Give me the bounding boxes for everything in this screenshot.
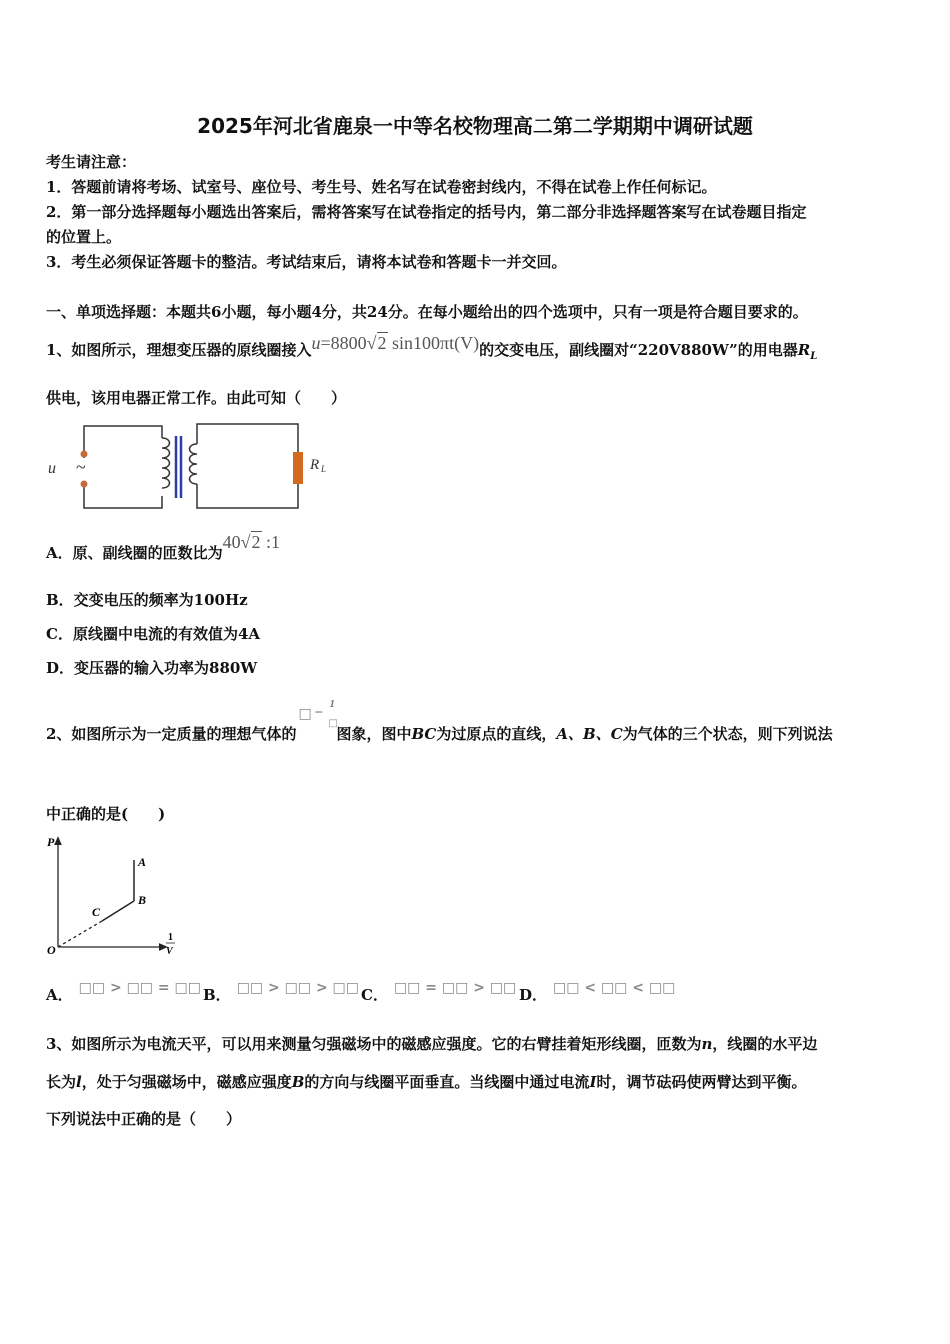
q2-line-oc bbox=[58, 921, 102, 947]
q1-rating: “220V880W” bbox=[629, 341, 738, 359]
q1-option-b[interactable]: B．交变电压的频率为100Hz bbox=[46, 591, 248, 609]
q1-prefix: 1、如图所示，理想变压器的原线圈接入 bbox=[46, 341, 312, 359]
q2-option-d[interactable]: D． □□ < □□ < □□ bbox=[519, 980, 676, 1004]
notice-item-2-cont: 的位置上。 bbox=[46, 228, 122, 246]
q2-stem-line2: 中正确的是( ) bbox=[46, 805, 166, 823]
section-heading: 一、单项选择题：本题共6小题，每小题4分，共24分。在每小题给出的四个选项中，只有一项是符合题目要求的。 bbox=[46, 303, 808, 321]
q2-point-a: A bbox=[138, 855, 147, 869]
q1-fig-load-sub: L bbox=[321, 464, 327, 474]
q1-terminal-bottom bbox=[81, 481, 88, 488]
q1-load: R bbox=[797, 341, 811, 359]
notice-item-2: 2．第一部分选择题每小题选出答案后，需将答案写在试卷指定的括号内，第二部分非选择题答案写在试卷题目指定 bbox=[46, 203, 807, 221]
q1-secondary-coil bbox=[190, 444, 198, 484]
q2-fraction: □ − 1 □ bbox=[298, 698, 338, 729]
q2-option-a[interactable]: A． □□ > □□ = □□ bbox=[46, 980, 201, 1004]
q1-load-resistor bbox=[293, 452, 303, 484]
q3-stem-line2: 长为l，处于匀强磁场中，磁感应强度B的方向与线圈平面垂直。当线圈中通过电流I时，调节砝码使两臂达到平衡。 bbox=[46, 1073, 807, 1091]
q1-fig-ac-symbol: ~ bbox=[76, 457, 86, 477]
q1-transformer-figure bbox=[44, 418, 344, 514]
q2-option-c[interactable]: C． □□ = □□ > □□ bbox=[361, 980, 517, 1004]
q1-fig-source-label: u bbox=[48, 460, 56, 477]
q2-x-num: 1 bbox=[168, 932, 173, 943]
q2-point-c: C bbox=[92, 905, 101, 919]
q3-stem-line1: 3、如图所示为电流天平，可以用来测量匀强磁场中的磁感应强度。它的右臂挂着矩形线圈，匝数为n，线圈的水平边 bbox=[46, 1035, 818, 1053]
q1-option-c[interactable]: C．原线圈中电流的有效值为4A bbox=[46, 625, 261, 643]
q2-pv-graph bbox=[44, 832, 184, 962]
q1-suffix: 的用电器 bbox=[737, 341, 798, 359]
q2-line-cb bbox=[102, 901, 134, 921]
q1-option-d[interactable]: D．变压器的输入功率为880W bbox=[46, 659, 258, 677]
q1-option-a[interactable]: A．原、副线圈的匝数比为40√2 :1 bbox=[46, 532, 281, 562]
q1-stem-line1: 1、如图所示，理想变压器的原线圈接入u=8800√2 sin100πt(V)的交变电压，副线圈对“220V880W”的用电器$R_L$ bbox=[46, 333, 818, 362]
q2-y-label: P bbox=[47, 835, 55, 849]
q1-fig-load-label: R bbox=[310, 457, 320, 473]
q2-origin: O bbox=[47, 943, 56, 957]
page-title: 2025年河北省鹿泉一中等名校物理高二第二学期期中调研试题 bbox=[197, 114, 753, 138]
q2-option-b[interactable]: B． □□ > □□ > □□ bbox=[203, 980, 360, 1004]
q1-terminal-top bbox=[81, 451, 88, 458]
notice-item-1: 1．答题前请将考场、试室号、座位号、考生号、姓名写在试卷密封线内，不得在试卷上作任何标记。 bbox=[46, 178, 717, 196]
notice-heading: 考生请注意： bbox=[46, 153, 137, 171]
q2-point-b: B bbox=[138, 893, 147, 907]
q1-mid: 的交变电压，副线圈对 bbox=[479, 341, 630, 359]
q2-x-den: V bbox=[166, 946, 173, 957]
notice-item-3: 3．考生必须保证答题卡的整洁。考试结束后，请将本试卷和答题卡一并交回。 bbox=[46, 253, 567, 271]
q1-formula: u=8800√2 sin100πt(V) bbox=[311, 333, 480, 353]
q3-stem-line3: 下列说法中正确的是（ ） bbox=[46, 1110, 242, 1128]
q1-primary-coil bbox=[162, 438, 170, 488]
q2-stem-line1: 2、如图所示为一定质量的理想气体的 □ − 1 □ 图象，图中BC为过原点的直线，A、B、C为气体的三个状态，则下列说法 bbox=[46, 698, 833, 743]
q1-stem-line2: 供电，该用电器正常工作。由此可知（ ） bbox=[46, 389, 347, 407]
